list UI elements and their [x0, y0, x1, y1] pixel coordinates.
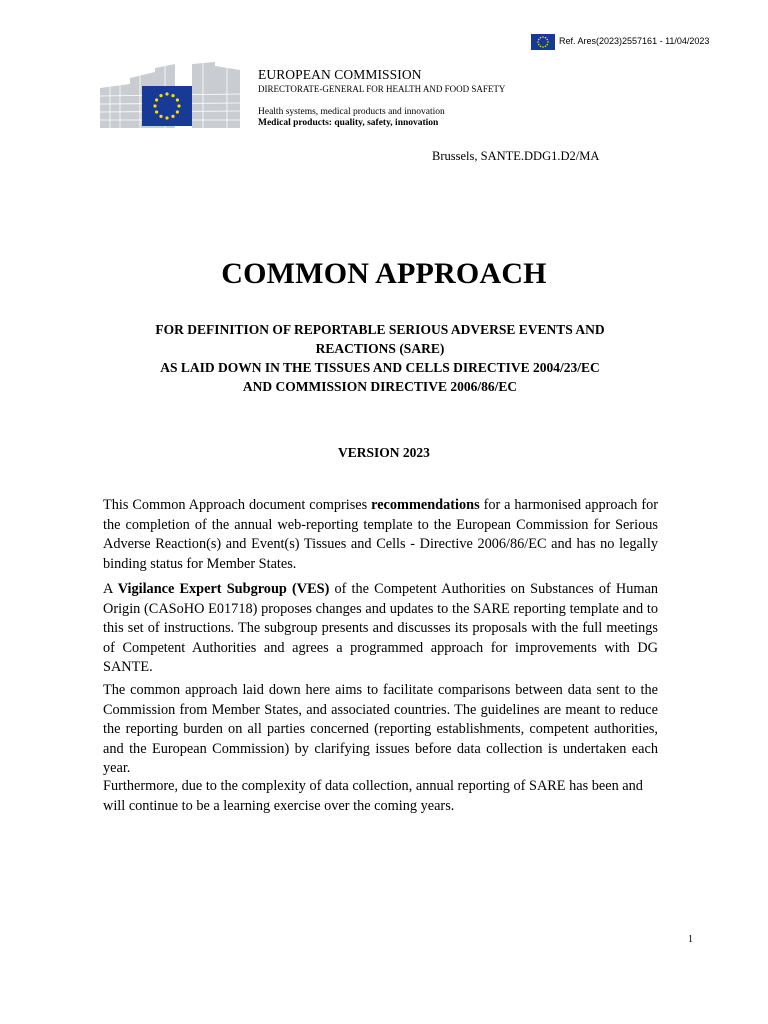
paragraph-text: for a harmonised approach for the completion of the annual web-reporting template to the European Commission for Serious Adverse Reaction(s) and Event(s) Tissues and Cells - Directive 2006/86/EC and has no legally binding status for Member States. [103, 497, 658, 572]
document-title: COMMON APPROACH [221, 257, 547, 290]
paragraph-text: A [103, 581, 118, 597]
subtitle-line: FOR DEFINITION OF REPORTABLE SERIOUS ADVERSE EVENTS AND [155, 322, 605, 337]
page-number: 1 [688, 934, 693, 945]
organization-name: EUROPEAN COMMISSION [258, 67, 422, 82]
paragraph-emphasis: recommendations [371, 497, 480, 513]
paragraph-text: of the Competent Authorities on Substances of Human Origin (CASoHO E01718) proposes changes and updates to the SARE reporting template and to this set of instructions. The subgroup presents and discusses its proposals with the full meetings of Competent Authorities and agrees a programmed approach for improvements with DG SANTE. [103, 581, 658, 675]
paragraph-emphasis: Vigilance Expert Subgroup (VES) [117, 581, 330, 597]
version-label: VERSION 2023 [338, 445, 430, 460]
subtitle-line: REACTIONS (SARE) [315, 341, 445, 356]
unit-line-1: Health systems, medical products and innovation [258, 107, 445, 117]
paragraph-2 [103, 580, 658, 678]
document-subtitle [100, 320, 660, 396]
paragraph-text: This Common Approach document comprises [103, 497, 372, 513]
paragraph-3: The common approach laid down here aims to facilitate comparisons between data sent to the Commission from Member States, and associated countries. The guidelines are meant to reduce the reporting burden on all parties concerned (reporting establishments, competent authorities, and the European Commission) by clarifying issues before data collection is undertaken each year. [103, 682, 658, 776]
paragraph-4: Furthermore, due to the complexity of data collection, annual reporting of SARE has been and will continue to be a learning exercise over the coming years. [103, 778, 643, 814]
ares-reference: Ref. Ares(2023)2557161 - 11/04/2023 [559, 36, 710, 46]
european-commission-logo [100, 60, 240, 130]
unit-line-2: Medical products: quality, safety, innovation [258, 118, 439, 128]
subtitle-line: AND COMMISSION DIRECTIVE 2006/86/EC [242, 379, 518, 394]
reference-line: Brussels, SANTE.DDG1.D2/MA [432, 149, 600, 163]
subtitle-line: AS LAID DOWN IN THE TISSUES AND CELLS DIRECTIVE 2004/23/EC [160, 360, 600, 375]
eu-flag-icon [531, 34, 555, 50]
paragraph-1 [103, 496, 658, 574]
directorate-name: DIRECTORATE-GENERAL FOR HEALTH AND FOOD SAFETY [258, 84, 506, 94]
